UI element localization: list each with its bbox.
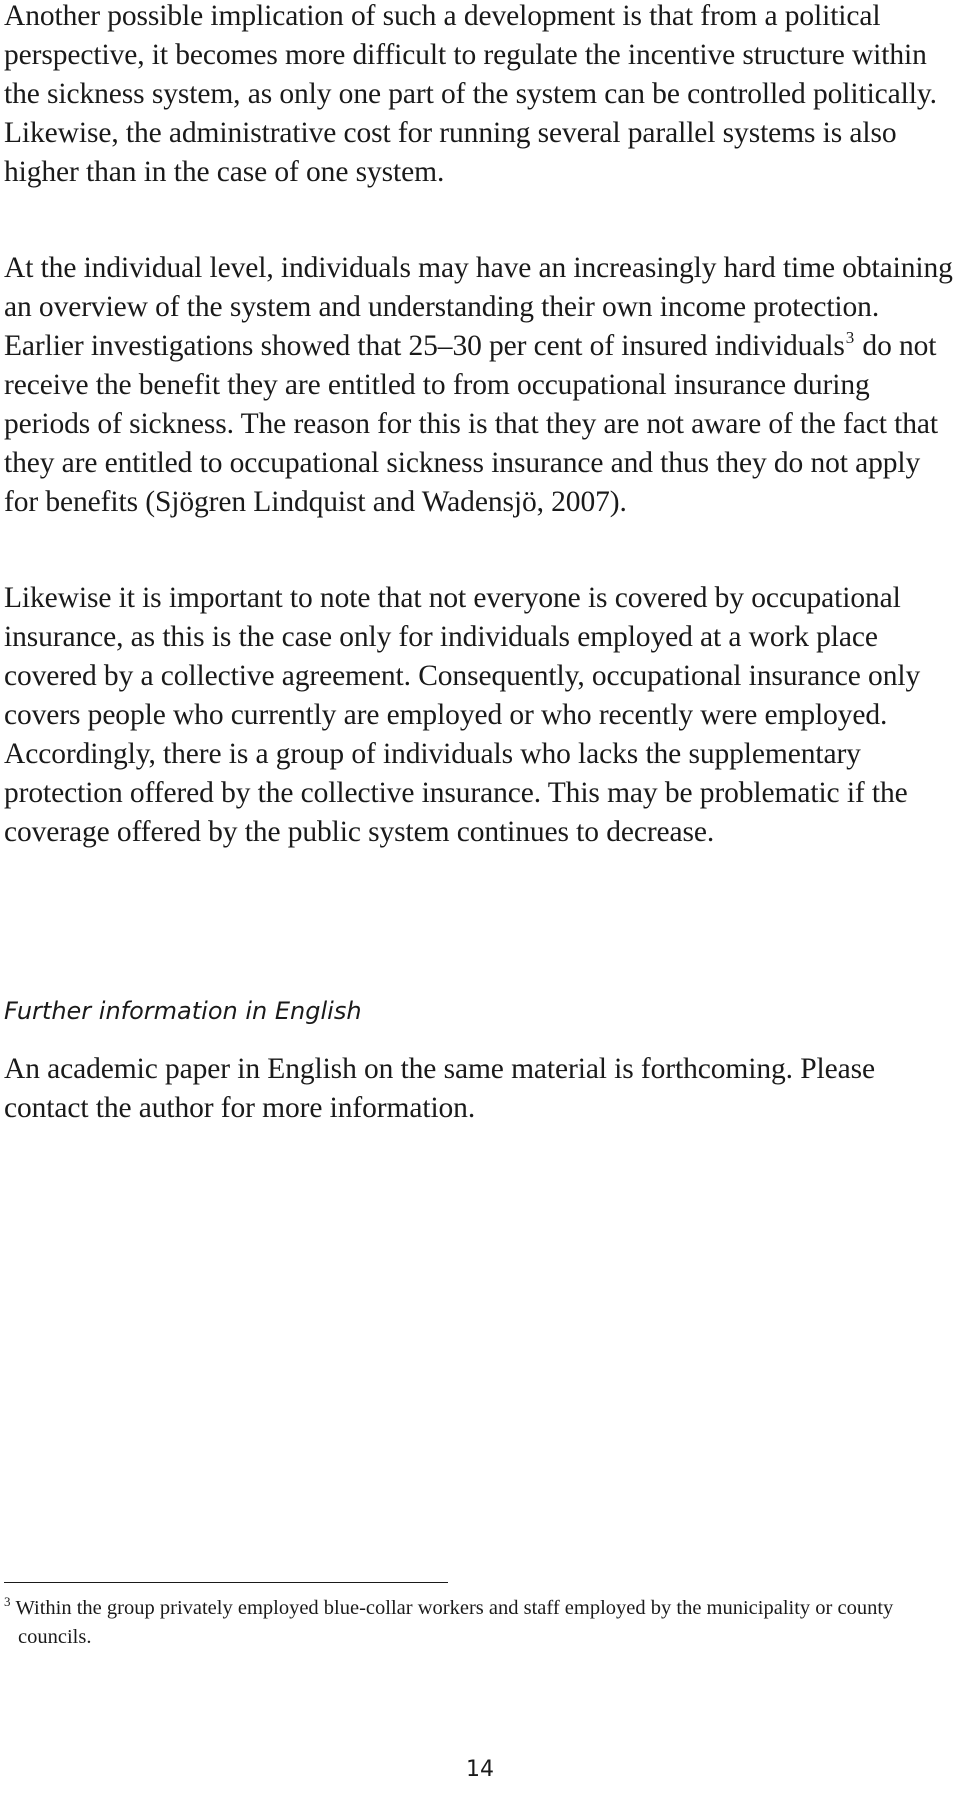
footnote-marker: 3 (4, 1594, 11, 1609)
paragraph-individual-level (4, 249, 956, 522)
footnote-reference: 3 (845, 328, 855, 347)
section-heading: Further information in English (4, 997, 362, 1025)
footnote (4, 1594, 918, 1652)
paragraph-political-implication: Another possible implication of such a development is that from a political perspective, it becomes more difficult to regulate the incentive structure within the sickness system, as only one part of the system can be controlled politically. Likewise, the administrative cost for running several parallel systems is also higher than in the case of one system. (4, 0, 937, 188)
footnote-divider (4, 1582, 448, 1583)
paragraph-further-information: An academic paper in English on the same material is forthcoming. Please contact the author for more information. (4, 1053, 875, 1124)
paragraph-coverage: Likewise it is important to note that not everyone is covered by occupational insurance, as this is the case only for individuals employed at a work place covered by a collective agreement. Consequently, occupational insurance only covers people who currently are employed or who recently were employed. Accordingly, there is a group of individuals who lacks the supplementary protection offered by the collective insurance. This may be problematic if the coverage offered by the public system continues to decrease. (4, 582, 921, 848)
footnote-text: Within the group privately employed blue-collar workers and staff employed by the municipality or county councils. (15, 1597, 894, 1648)
paragraph-individual-level-text-start: At the individual level, individuals may have an increasingly hard time obtaining an overview of the system and understanding their own income protection. Earlier investigations showed that 25–30 per cent of insured individuals (4, 252, 953, 362)
page-number: 14 (466, 1757, 494, 1782)
paragraph-individual-level-text-end: do not receive the benefit they are entitled to from occupational insurance during periods of sickness. The reason for this is that they are not aware of the fact that they are entitled to occupational sickness insurance and thus they do not apply for benefits (Sjögren Lindquist and Wadensjö, 2007). (4, 330, 938, 518)
